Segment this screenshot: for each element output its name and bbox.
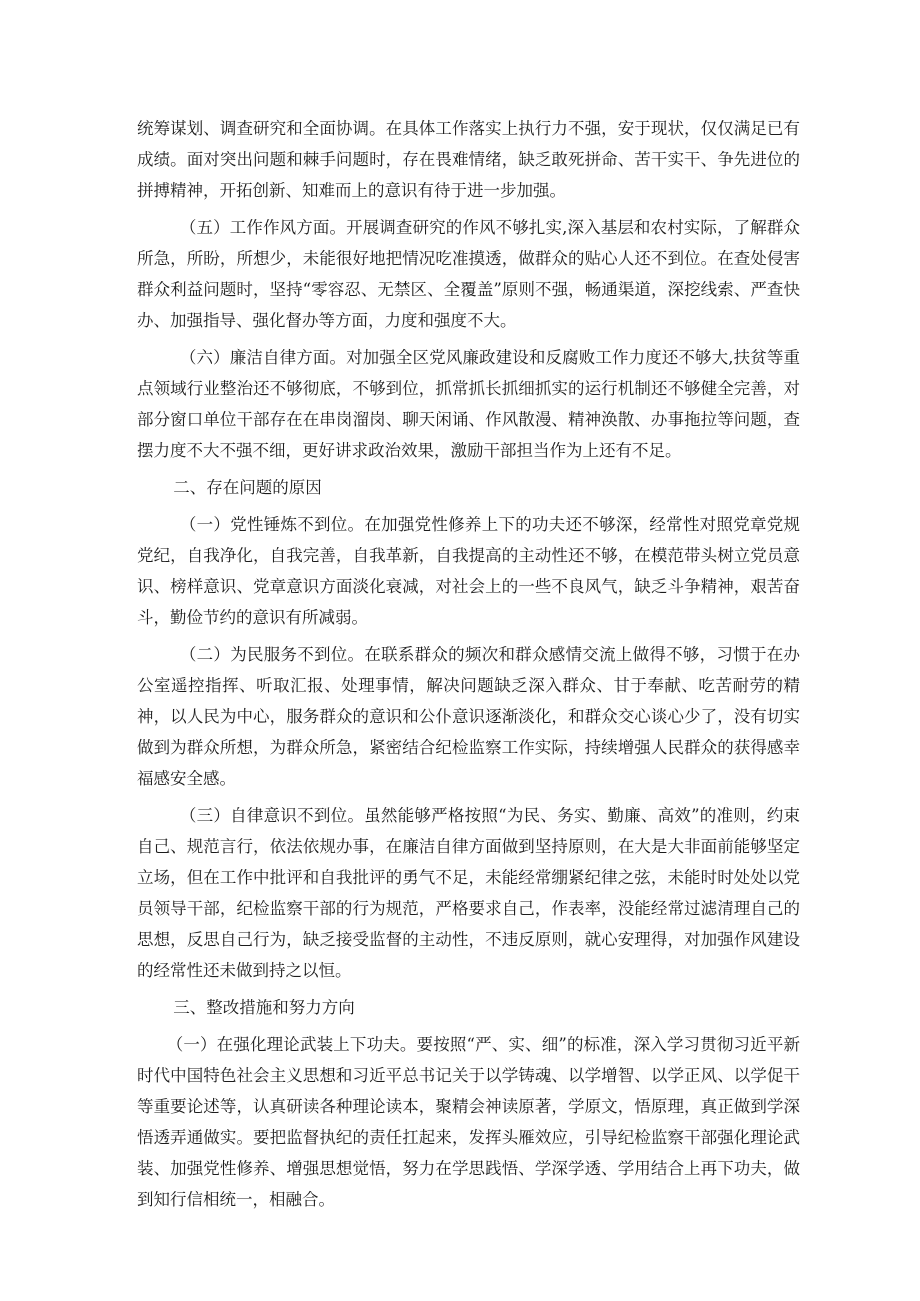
paragraph-theory-study: （一）在强化理论武装上下功夫。要按照“严、实、细”的标准，深入学习贯彻习近平新时代中国特色社会主义思想和习近平总书记关于以学铸魂、以学增智、以学正风、以学促干等重要论述等，认真研读各种理论读本，聚精会神读原著，学原文，悟原理，真正做到学深悟透弄通做实。要把监督执纪的责任扛起来，发挥头雁效应，引导纪检监察干部强化理论武装、加强党性修养、增强思想觉悟，努力在学思践悟、学深学透、学用结合上再下功夫，做到知行信相统一，相融合。 [137,1035,800,1209]
paragraph-serving-people: （二）为民服务不到位。在联系群众的频次和群众感情交流上做得不够，习惯于在办公室遥控指挥、听取汇报、处理事情，解决问题缺乏深入群众、甘于奉献、吃苦耐劳的精神，以人民为中心，服务群众的意识和公仆意识逐渐淡化，和群众交心谈心少了，没有切实做到为群众所想，为群众所急，紧密结合纪检监察工作实际，持续增强人民群众的获得感幸福感安全感。 [137,645,800,788]
paragraph-continuation: 统筹谋划、调查研究和全面协调。在具体工作落实上执行力不强，安于现状，仅仅满足已有成绩。面对突出问题和棘手问题时，存在畏难情绪，缺乏敢死拼命、苦干实干、争先进位的拼搏精神，开拓创新、知难而上的意识有待于进一步加强。 [137,119,800,200]
section-heading-measures: 三、整改措施和努力方向 [173,998,355,1017]
section-heading-causes: 二、存在问题的原因 [173,478,322,497]
paragraph-work-style: （五）工作作风方面。开展调查研究的作风不够扎实,深入基层和农村实际，了解群众所急，所盼，所想少，未能很好地把情况吃准摸透，做群众的贴心人还不到位。在查处侵害群众利益问题时，坚持“零容忍、无禁区、全覆盖”原则不强，畅通渠道，深挖线索、严查快办、加强指导、强化督办等方面，力度和强度不大。 [137,218,800,330]
paragraph-self-discipline: （三）自律意识不到位。虽然能够严格按照“为民、务实、勤廉、高效”的准则，约束自己、规范言行，依法依规办事，在廉洁自律方面做到坚持原则，在大是大非面前能够坚定立场，但在工作中批评和自我批评的勇气不足，未能经常绷紧纪律之弦，未能时时处处以党员领导干部，纪检监察干部的行为规范，严格要求自己，作表率，没能经常过滤清理自己的思想，反思自己行为，缺乏接受监督的主动性，不违反原则，就心安理得，对加强作风建设的经常性还未做到持之以恒。 [137,806,800,980]
document-body [137,113,800,1221]
paragraph-integrity: （六）廉洁自律方面。对加强全区党风廉政建设和反腐败工作力度还不够大,扶贫等重点领域行业整治还不够彻底，不够到位，抓常抓长抓细抓实的运行机制还不够健全完善，对部分窗口单位干部存在在串岗溜岗、聊天闲诵、作风散漫、精神涣散、办事拖拉等问题，查摆力度不大不强不细，更好讲求政治效果，激励干部担当作为上还有不足。 [137,348,800,460]
paragraph-party-spirit: （一）党性锤炼不到位。在加强党性修养上下的功夫还不够深，经常性对照党章党规党纪，自我净化，自我完善，自我革新，自我提高的主动性还不够，在模范带头树立党员意识、榜样意识、党章意识方面淡化衰减，对社会上的一些不良风气，缺乏斗争精神，艰苦奋斗，勤俭节约的意识有所减弱。 [137,515,800,627]
